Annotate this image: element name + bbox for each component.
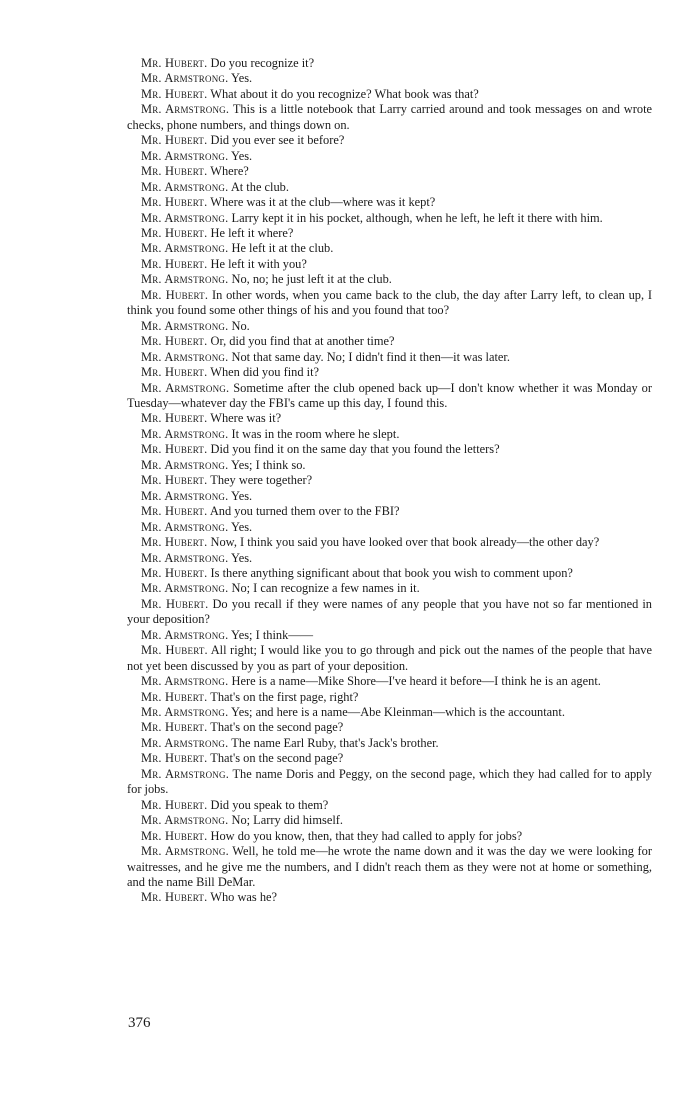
utterance-text: Did you ever see it before? bbox=[210, 133, 345, 148]
transcript-line bbox=[127, 520, 652, 535]
speaker-label: Mr. Armstrong. bbox=[141, 813, 229, 828]
transcript-line bbox=[127, 288, 652, 319]
utterance-text: Yes; and here is a name—Abe Kleinman—which is the accountant. bbox=[231, 705, 565, 720]
transcript-line bbox=[127, 180, 652, 195]
speaker-label: Mr. Hubert. bbox=[141, 256, 208, 271]
transcript-line bbox=[127, 71, 652, 86]
speaker-label: Mr. Armstrong. bbox=[141, 735, 229, 750]
transcript-line bbox=[127, 241, 652, 256]
transcript-line bbox=[127, 442, 652, 457]
transcript-line bbox=[127, 365, 652, 380]
transcript-line bbox=[127, 581, 652, 596]
transcript-line bbox=[127, 798, 652, 813]
transcript-line bbox=[127, 890, 652, 905]
transcript-line bbox=[127, 319, 652, 334]
transcript-line bbox=[127, 844, 652, 890]
speaker-label: Mr. Hubert. bbox=[141, 751, 208, 766]
utterance-text: Not that same day. No; I didn't find it then—it was later. bbox=[231, 349, 510, 364]
transcript-line bbox=[127, 164, 652, 179]
speaker-label: Mr. Armstrong. bbox=[141, 179, 229, 194]
speaker-label: Mr. Armstrong. bbox=[141, 241, 229, 256]
speaker-label: Mr. Hubert. bbox=[141, 643, 208, 658]
speaker-label: Mr. Hubert. bbox=[141, 225, 208, 240]
speaker-label: Mr. Armstrong. bbox=[141, 148, 229, 163]
speaker-label: Mr. Armstrong. bbox=[141, 766, 229, 781]
utterance-text: This is a little notebook that Larry carried around and took messages on and wrote checks, phone numbers, and things down on. bbox=[127, 102, 653, 132]
speaker-label: Mr. Hubert. bbox=[141, 596, 209, 611]
utterance-text: Where was it? bbox=[210, 411, 282, 426]
speaker-label: Mr. Hubert. bbox=[141, 287, 209, 302]
utterance-text: Yes; I think so. bbox=[231, 457, 306, 472]
utterance-text: That's on the second page? bbox=[210, 751, 344, 766]
speaker-label: Mr. Armstrong. bbox=[141, 380, 230, 395]
speaker-label: Mr. Hubert. bbox=[141, 720, 208, 735]
utterance-text: Sometime after the club opened back up—I don't know whether it was Monday or Tuesday—whatever day the FBI's came up this day, I found this. bbox=[127, 380, 652, 410]
utterance-text: Do you recall if they were names of any people that you have not so far mentioned in your deposition? bbox=[127, 596, 652, 627]
transcript-line bbox=[127, 272, 652, 287]
utterance-text: Do you recognize it? bbox=[210, 56, 315, 70]
utterance-text: No. bbox=[231, 318, 250, 333]
speaker-label: Mr. Hubert. bbox=[141, 689, 208, 704]
transcript-line bbox=[127, 458, 652, 473]
transcript-line bbox=[127, 350, 652, 365]
transcript-line bbox=[127, 643, 652, 674]
speaker-label: Mr. Armstrong. bbox=[141, 272, 229, 287]
utterance-text: Who was he? bbox=[210, 890, 278, 905]
speaker-label: Mr. Armstrong. bbox=[141, 550, 229, 565]
utterance-text: That's on the second page? bbox=[210, 720, 344, 735]
transcript-line bbox=[127, 87, 652, 102]
speaker-label: Mr. Hubert. bbox=[141, 890, 208, 905]
speaker-label: Mr. Hubert. bbox=[141, 411, 208, 426]
transcript-line bbox=[127, 597, 652, 628]
transcript-line bbox=[127, 705, 652, 720]
utterance-text: No; Larry did himself. bbox=[231, 813, 343, 828]
speaker-label: Mr. Armstrong. bbox=[141, 844, 229, 859]
utterance-text: Yes. bbox=[231, 148, 253, 163]
utterance-text: What about it do you recognize? What book was that? bbox=[210, 86, 479, 101]
speaker-label: Mr. Armstrong. bbox=[141, 318, 229, 333]
speaker-label: Mr. Armstrong. bbox=[141, 519, 229, 534]
utterance-text: Yes. bbox=[231, 488, 253, 503]
speaker-label: Mr. Hubert. bbox=[141, 56, 208, 70]
transcript-line bbox=[127, 195, 652, 210]
utterance-text: Yes; I think—— bbox=[231, 627, 314, 642]
utterance-text: All right; I would like you to go through and pick out the names of the people that have not yet been discussed by you as part of your deposition. bbox=[127, 643, 652, 673]
utterance-text: Larry kept it in his pocket, although, when he left, he left it there with him. bbox=[231, 210, 603, 225]
utterance-text: He left it at the club. bbox=[231, 241, 334, 256]
transcript-line bbox=[127, 551, 652, 566]
transcript-line bbox=[127, 628, 652, 643]
speaker-label: Mr. Armstrong. bbox=[141, 457, 229, 472]
utterance-text: At the club. bbox=[230, 179, 289, 194]
speaker-label: Mr. Hubert. bbox=[141, 442, 208, 457]
speaker-label: Mr. Armstrong. bbox=[141, 627, 229, 642]
speaker-label: Mr. Hubert. bbox=[141, 86, 208, 101]
transcript-line bbox=[127, 767, 652, 798]
utterance-text: That's on the first page, right? bbox=[210, 689, 359, 704]
speaker-label: Mr. Armstrong. bbox=[141, 349, 229, 364]
transcript-line bbox=[127, 829, 652, 844]
speaker-label: Mr. Hubert. bbox=[141, 828, 208, 843]
transcript-line bbox=[127, 102, 652, 133]
speaker-label: Mr. Hubert. bbox=[141, 133, 208, 148]
utterance-text: In other words, when you came back to the club, the day after Larry left, to clean up, I think you found some other things of his and you found that too? bbox=[127, 287, 652, 318]
utterance-text: The name Doris and Peggy, on the second page, which they had called for to apply for jobs. bbox=[127, 766, 652, 797]
utterance-text: They were together? bbox=[210, 473, 313, 488]
speaker-label: Mr. Armstrong. bbox=[141, 210, 229, 225]
utterance-text: Did you speak to them? bbox=[210, 797, 329, 812]
speaker-label: Mr. Hubert. bbox=[141, 797, 208, 812]
speaker-label: Mr. Armstrong. bbox=[141, 705, 229, 720]
speaker-label: Mr. Armstrong. bbox=[141, 71, 229, 86]
transcript-line bbox=[127, 489, 652, 504]
utterance-text: He left it with you? bbox=[210, 256, 307, 271]
utterance-text: Well, he told me—he wrote the name down and it was the day we were looking for waitresses, and he give me the numbers, and I didn't reach them as they were not at home or something, and the name Bill DeMar. bbox=[127, 844, 653, 890]
transcript-line bbox=[127, 334, 652, 349]
speaker-label: Mr. Armstrong. bbox=[141, 581, 229, 596]
transcript-line bbox=[127, 566, 652, 581]
transcript-line bbox=[127, 473, 652, 488]
speaker-label: Mr. Armstrong. bbox=[141, 674, 229, 689]
utterance-text: When did you find it? bbox=[210, 365, 320, 380]
utterance-text: It was in the room where he slept. bbox=[231, 426, 400, 441]
utterance-text: Yes. bbox=[231, 519, 253, 534]
transcript-line bbox=[127, 813, 652, 828]
speaker-label: Mr. Hubert. bbox=[141, 473, 208, 488]
utterance-text: Here is a name—Mike Shore—I've heard it before—I think he is an agent. bbox=[231, 674, 601, 689]
transcript-line bbox=[127, 257, 652, 272]
transcript-line bbox=[127, 535, 652, 550]
transcript-line bbox=[127, 751, 652, 766]
speaker-label: Mr. Armstrong. bbox=[141, 102, 230, 117]
speaker-label: Mr. Hubert. bbox=[141, 195, 208, 210]
transcript-line bbox=[127, 720, 652, 735]
utterance-text: Yes. bbox=[231, 550, 253, 565]
transcript-line bbox=[127, 133, 652, 148]
utterance-text: No; I can recognize a few names in it. bbox=[231, 581, 420, 596]
transcript-line bbox=[127, 149, 652, 164]
utterance-text: Where was it at the club—where was it kept? bbox=[210, 195, 436, 210]
transcript-line bbox=[127, 411, 652, 426]
utterance-text: How do you know, then, that they had called to apply for jobs? bbox=[210, 828, 523, 843]
speaker-label: Mr. Hubert. bbox=[141, 365, 208, 380]
utterance-text: Where? bbox=[210, 164, 249, 179]
utterance-text: And you turned them over to the FBI? bbox=[209, 504, 400, 519]
speaker-label: Mr. Armstrong. bbox=[141, 488, 229, 503]
utterance-text: Yes. bbox=[231, 71, 253, 86]
transcript-line bbox=[127, 690, 652, 705]
speaker-label: Mr. Hubert. bbox=[141, 164, 208, 179]
transcript-line bbox=[127, 674, 652, 689]
transcript-page bbox=[127, 56, 652, 906]
transcript-line bbox=[127, 226, 652, 241]
utterance-text: Did you find it on the same day that you found the letters? bbox=[210, 442, 500, 457]
utterance-text: Or, did you find that at another time? bbox=[210, 334, 395, 349]
transcript-line bbox=[127, 736, 652, 751]
transcript-line bbox=[127, 211, 652, 226]
speaker-label: Mr. Armstrong. bbox=[141, 426, 229, 441]
speaker-label: Mr. Hubert. bbox=[141, 504, 208, 519]
speaker-label: Mr. Hubert. bbox=[141, 535, 208, 550]
transcript-line bbox=[127, 427, 652, 442]
utterance-text: Now, I think you said you have looked over that book already—the other day? bbox=[210, 535, 600, 550]
transcript-line bbox=[127, 381, 652, 412]
speaker-label: Mr. Hubert. bbox=[141, 565, 208, 580]
page-number: 376 bbox=[128, 1015, 151, 1031]
transcript-line bbox=[127, 56, 652, 71]
utterance-text: Is there anything significant about that book you wish to comment upon? bbox=[210, 565, 573, 580]
utterance-text: The name Earl Ruby, that's Jack's brother. bbox=[231, 735, 439, 750]
speaker-label: Mr. Hubert. bbox=[141, 334, 208, 349]
utterance-text: He left it where? bbox=[210, 225, 294, 240]
transcript-line bbox=[127, 504, 652, 519]
utterance-text: No, no; he just left it at the club. bbox=[231, 272, 392, 287]
